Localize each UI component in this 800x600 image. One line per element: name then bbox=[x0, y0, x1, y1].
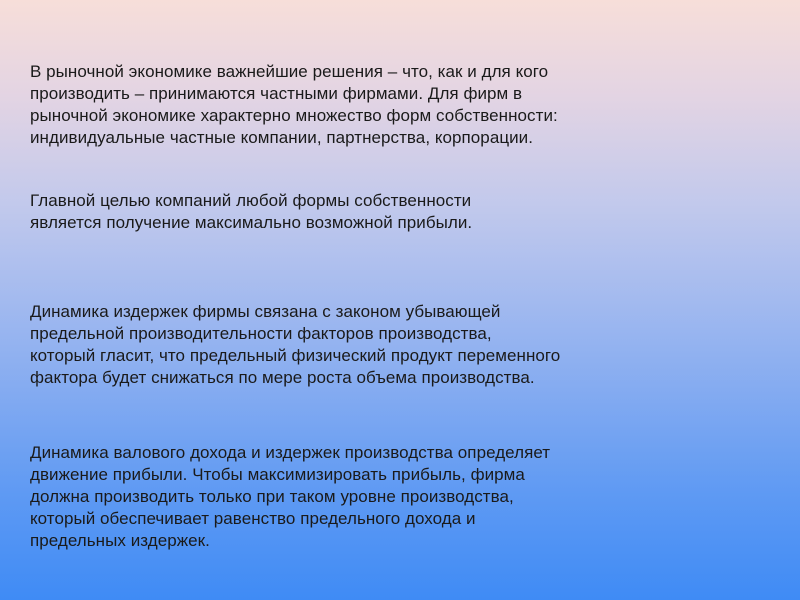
text-line: В рыночной экономике важнейшие решения – что, как и для кого bbox=[30, 62, 549, 81]
text-line: является получение максимально возможной прибыли. bbox=[30, 213, 473, 232]
text-line: Динамика издержек фирмы связана с законом убывающей bbox=[30, 302, 501, 321]
text-line: должна производить только при таком уровне производства, bbox=[30, 487, 514, 506]
text-line: движение прибыли. Чтобы максимизировать прибыль, фирма bbox=[30, 465, 525, 484]
text-line: который гласит, что предельный физический продукт переменного bbox=[30, 346, 561, 365]
paragraph-market-economy bbox=[30, 61, 558, 149]
text-line: фактора будет снижаться по мере роста объема производства. bbox=[30, 368, 535, 387]
paragraph-cost-dynamics bbox=[30, 301, 560, 389]
text-line: Главной целью компаний любой формы собственности bbox=[30, 191, 472, 210]
text-line: рыночной экономике характерно множество форм собственности: bbox=[30, 106, 558, 125]
paragraph-main-goal bbox=[30, 190, 472, 234]
text-line: Динамика валового дохода и издержек производства определяет bbox=[30, 443, 551, 462]
text-line: индивидуальные частные компании, партнерства, корпорации. bbox=[30, 128, 533, 147]
text-line: предельных издержек. bbox=[30, 531, 210, 550]
paragraph-revenue-dynamics bbox=[30, 442, 550, 552]
text-line: предельной производительности факторов производства, bbox=[30, 324, 492, 343]
text-line: производить – принимаются частными фирмами. Для фирм в bbox=[30, 84, 523, 103]
text-line: который обеспечивает равенство предельного дохода и bbox=[30, 509, 476, 528]
